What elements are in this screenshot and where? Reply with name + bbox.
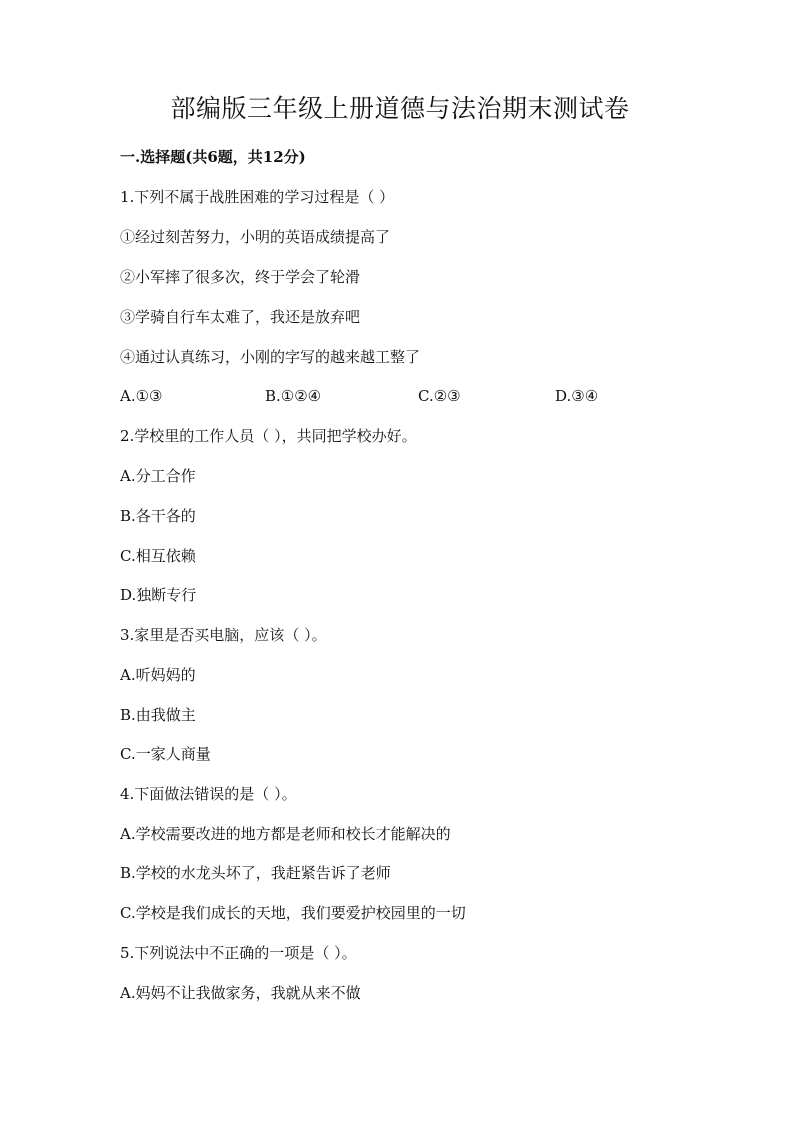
question-1-option-c: C.②③ xyxy=(418,387,461,405)
question-1-option-b: B.①②④ xyxy=(265,387,322,405)
question-3-stem: 3.家里是否买电脑，应该（ ）。 xyxy=(120,626,327,644)
question-4-option-b: B.学校的水龙头坏了，我赶紧告诉了老师 xyxy=(120,864,391,882)
question-5-stem: 5.下列说法中不正确的一项是（ ）。 xyxy=(120,944,357,962)
question-2-option-b: B.各干各的 xyxy=(120,507,196,525)
question-1-statement-2: ②小军摔了很多次，终于学会了轮滑 xyxy=(120,268,361,286)
question-1-option-a: A.①③ xyxy=(120,387,163,405)
page-title: 部编版三年级上册道德与法治期末测试卷 xyxy=(170,94,630,123)
question-2-stem: 2.学校里的工作人员（ ），共同把学校办好。 xyxy=(120,427,417,445)
question-1-statement-1: ①经过刻苦努力，小明的英语成绩提高了 xyxy=(120,228,391,246)
question-2-option-d: D.独断专行 xyxy=(120,586,197,604)
question-1-stem: 1.下列不属于战胜困难的学习过程是（ ） xyxy=(120,188,395,206)
question-5-option-a: A.妈妈不让我做家务，我就从来不做 xyxy=(120,984,361,1002)
question-3-option-c: C.一家人商量 xyxy=(120,745,211,763)
question-3-option-a: A.听妈妈的 xyxy=(120,666,196,684)
question-4-option-c: C.学校是我们成长的天地，我们要爱护校园里的一切 xyxy=(120,904,466,922)
question-1-statement-4: ④通过认真练习，小刚的字写的越来越工整了 xyxy=(120,348,421,366)
question-1-statement-3: ③学骑自行车太难了，我还是放弃吧 xyxy=(120,308,361,326)
question-2-option-a: A.分工合作 xyxy=(120,467,196,485)
question-3-option-b: B.由我做主 xyxy=(120,706,196,724)
question-1-option-d: D.③④ xyxy=(555,387,599,405)
question-4-option-a: A.学校需要改进的地方都是老师和校长才能解决的 xyxy=(120,825,451,843)
question-2-option-c: C.相互依赖 xyxy=(120,547,196,565)
section-header: 一.选择题(共6题，共12分) xyxy=(120,148,306,166)
question-4-stem: 4.下面做法错误的是（ ）。 xyxy=(120,785,297,803)
